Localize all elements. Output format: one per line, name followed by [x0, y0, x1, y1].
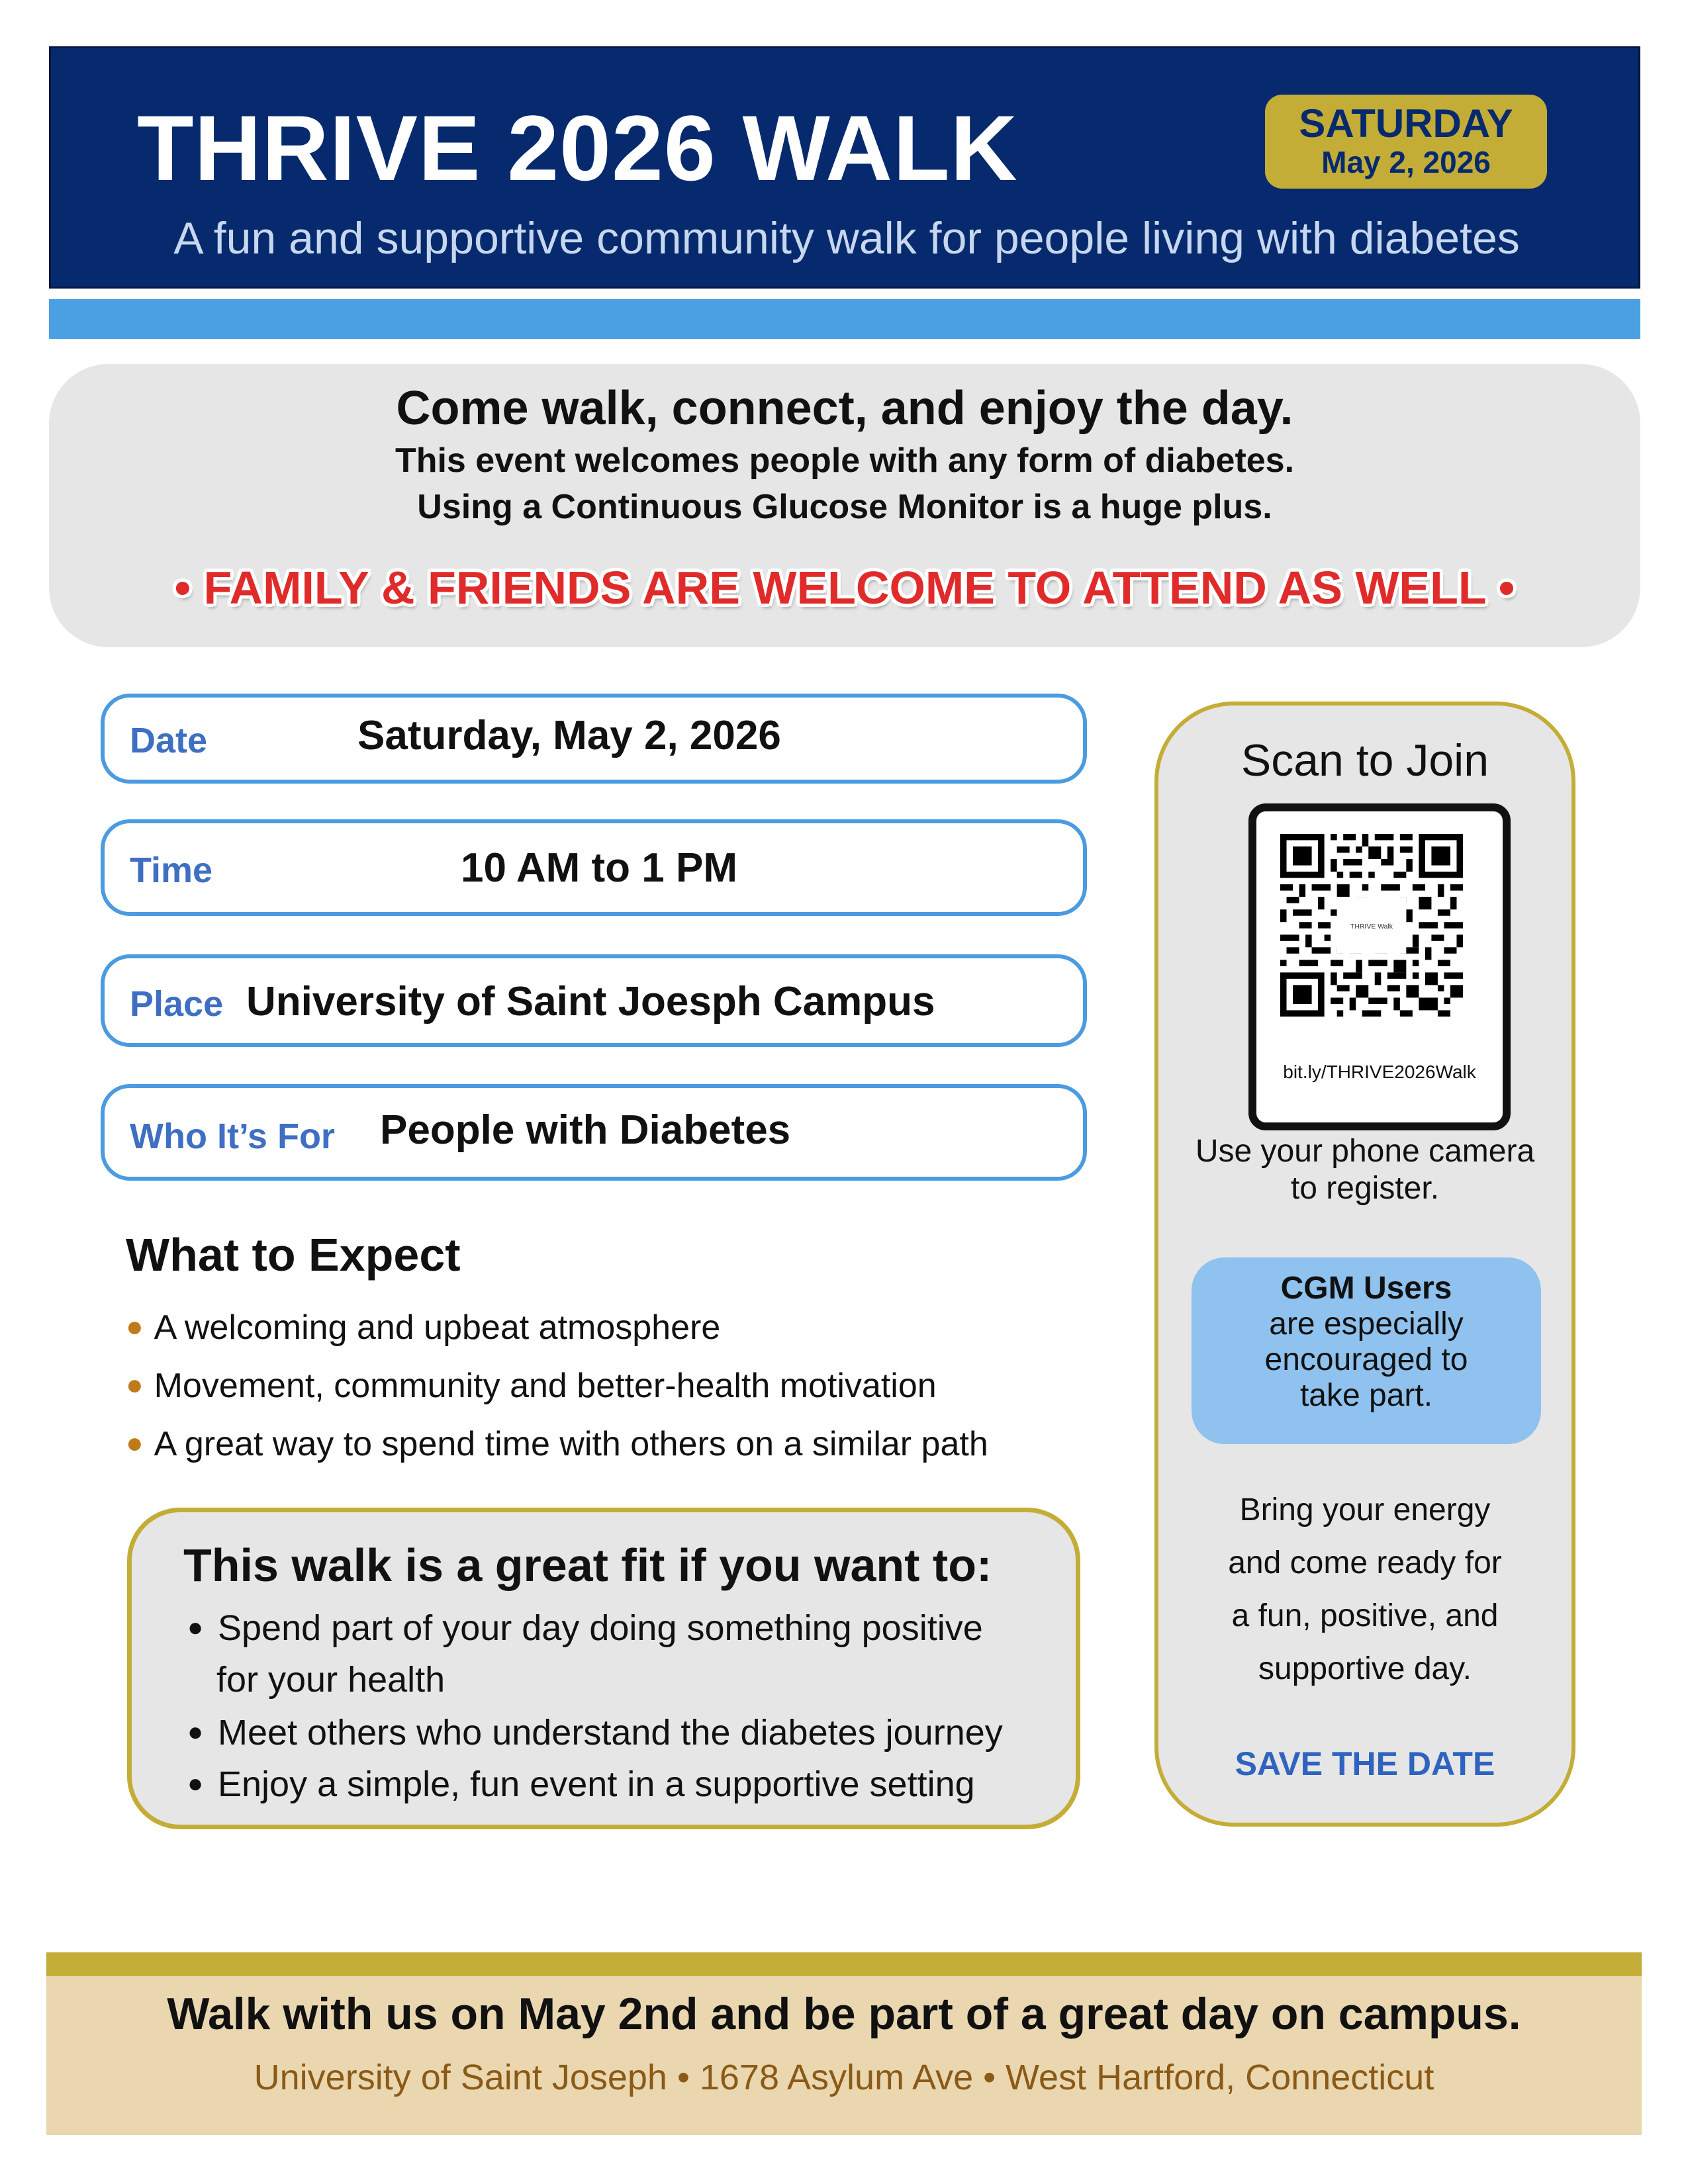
cgm-callout: [1192, 1257, 1541, 1444]
date-badge: [1265, 95, 1547, 189]
intro-panel: [49, 364, 1640, 647]
list-item: ● A great way to spend time with others on a similar path: [126, 1425, 988, 1463]
family-welcome-banner: • FAMILY & FRIENDS ARE WELCOME TO ATTEND AS WELL •: [174, 562, 1515, 614]
bullet-icon: ●: [187, 1717, 204, 1747]
detail-time: [101, 819, 1087, 916]
list-item: ● Enjoy a simple, fun event in a supportive setting: [187, 1764, 975, 1804]
intro-heading: Come walk, connect, and enjoy the day.: [396, 382, 1293, 435]
detail-audience: [101, 1084, 1087, 1181]
list-item: ● Meet others who understand the diabetes journey: [187, 1713, 1003, 1752]
registration-url[interactable]: bit.ly/THRIVE2026Walk: [1283, 1062, 1476, 1082]
detail-value: Saturday, May 2, 2026: [357, 713, 781, 758]
detail-value: People with Diabetes: [380, 1107, 791, 1153]
footer-accent-bar: [46, 1952, 1642, 1976]
intro-line-2: Using a Continuous Glucose Monitor is a huge plus.: [417, 488, 1272, 526]
badge-day: SATURDAY: [1299, 101, 1513, 146]
great-fit-panel: [127, 1508, 1080, 1829]
qr-code-card[interactable]: [1248, 803, 1511, 1130]
footer-headline: Walk with us on May 2nd and be part of a great day on campus.: [167, 1989, 1521, 2039]
intro-line-1: This event welcomes people with any form of diabetes.: [395, 441, 1295, 480]
bullet-icon: ●: [126, 1427, 144, 1459]
event-subtitle: A fun and supportive community walk for people living with diabetes: [173, 213, 1520, 263]
qr-center-label: THRIVE Walk: [1350, 923, 1393, 931]
detail-label: Place: [130, 984, 224, 1024]
list-item-continuation: for your health: [216, 1660, 445, 1700]
expect-heading: What to Expect: [126, 1229, 461, 1281]
list-item: ● A welcoming and upbeat atmosphere: [126, 1308, 721, 1347]
cgm-title: CGM Users: [1280, 1271, 1452, 1306]
event-title: THRIVE 2026 WALK: [137, 96, 1018, 200]
list-item: ● Spend part of your day doing something positive: [187, 1608, 983, 1648]
badge-date: May 2, 2026: [1321, 145, 1491, 179]
detail-place: [101, 954, 1087, 1047]
detail-label: Who It’s For: [130, 1116, 335, 1156]
detail-label: Time: [130, 850, 213, 890]
bullet-icon: ●: [126, 1310, 144, 1343]
header-banner: [49, 46, 1640, 289]
list-item: ● Movement, community and better-health motivation: [126, 1367, 937, 1405]
detail-date: [101, 694, 1087, 784]
register-instructions: Use your phone camera to register.: [1195, 1134, 1535, 1206]
detail-value: 10 AM to 1 PM: [461, 845, 737, 891]
detail-label: Date: [130, 721, 208, 760]
great-fit-heading: This walk is a great fit if you want to:: [183, 1539, 992, 1591]
footer: [46, 1976, 1642, 2135]
scan-title: Scan to Join: [1241, 735, 1489, 786]
bullet-icon: ●: [187, 1613, 204, 1642]
qr-code-icon[interactable]: [1280, 834, 1463, 1017]
registration-sidebar: [1154, 702, 1575, 1827]
cgm-text: are especially encouraged to take part.: [1264, 1306, 1468, 1413]
footer-address: University of Saint Joseph • 1678 Asylum Ave • West Hartford, Connecticut: [254, 2058, 1434, 2097]
bullet-icon: ●: [126, 1369, 144, 1401]
accent-divider: [49, 299, 1640, 339]
energy-message: Bring your energy and come ready for a fun, positive, and supportive day.: [1228, 1492, 1502, 1686]
detail-value: University of Saint Joesph Campus: [246, 979, 935, 1024]
save-the-date: SAVE THE DATE: [1235, 1745, 1495, 1782]
bullet-icon: ●: [187, 1769, 204, 1798]
